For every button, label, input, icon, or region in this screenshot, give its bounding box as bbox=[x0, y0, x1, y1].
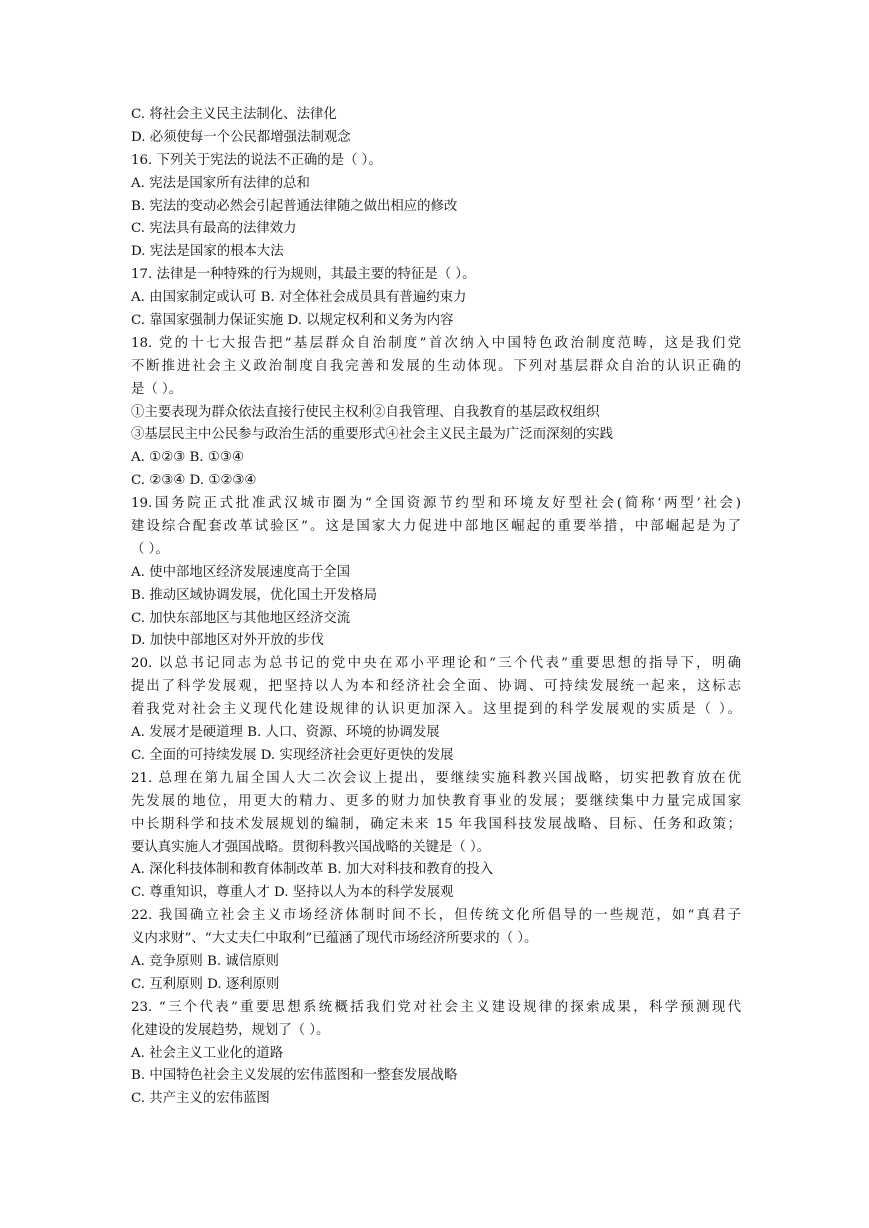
question-22: 22. 我国确立社会主义市场经济体制时间不长，但传统文化所倡导的一些规范，如“真君子 bbox=[131, 908, 741, 924]
question-text-line: 提出了科学发展观，把坚持以人为本和经济社会全面、协调、可持续发展统一起来，这标志 bbox=[131, 679, 741, 695]
question-text-line: 建设综合配套改革试验区”。这是国家大力促进中部地区崛起的重要举措，中部崛起是为了 bbox=[131, 519, 741, 535]
question-text-line: 要认真实施人才强国战略。贯彻科教兴国战略的关键是（ ）。 bbox=[131, 839, 491, 855]
option-line: A. 竞争原则 B. 诚信原则 bbox=[131, 953, 279, 969]
option-line: D. 宪法是国家的根本大法 bbox=[131, 244, 284, 260]
document-page bbox=[131, 104, 741, 1111]
option-line: B. 宪法的变动必然会引起普通法律随之做出相应的修改 bbox=[131, 198, 458, 214]
question-17: 17. 法律是一种特殊的行为规则，其最主要的特征是（ ）。 bbox=[131, 267, 476, 283]
option-line: A. 由国家制定或认可 B. 对全体社会成员具有普遍约束力 bbox=[131, 290, 467, 306]
option-line: C. 共产主义的宏伟蓝图 bbox=[131, 1091, 270, 1107]
option-line: C. 加快东部地区与其他地区经济交流 bbox=[131, 610, 351, 626]
question-19: 19.国务院正式批准武汉城市圈为“全国资源节约型和环境友好型社会(简称‘两型’社会) bbox=[131, 496, 741, 512]
statement-line: ③基层民主中公民参与政治生活的重要形式④社会主义民主最为广泛而深刻的实践 bbox=[131, 427, 614, 443]
option-line: A. 社会主义工业化的道路 bbox=[131, 1045, 284, 1061]
option-line: D. 必须使每一个公民都增强法制观念 bbox=[131, 129, 351, 145]
option-line: A. 使中部地区经济发展速度高于全国 bbox=[131, 564, 351, 580]
option-line: A. 宪法是国家所有法律的总和 bbox=[131, 175, 310, 191]
question-text-line: 是（ ）。 bbox=[131, 381, 183, 397]
question-18: 18. 党的十七大报告把“基层群众自治制度”首次纳入中国特色政治制度范畴，这是我们党 bbox=[131, 335, 741, 351]
option-line: A. 深化科技体制和教育体制改革 B. 加大对科技和教育的投入 bbox=[131, 862, 494, 878]
question-text-line: 义内求财”、“大丈夫仁中取利”已蕴涵了现代市场经济所要求的（ ）。 bbox=[131, 931, 538, 947]
option-line: C. 互利原则 D. 逐利原则 bbox=[131, 976, 280, 992]
option-line: C. 尊重知识，尊重人才 D. 坚持以人为本的科学发展观 bbox=[131, 885, 454, 901]
question-text-line: 中长期科学和技术发展规划的编制，确定未来 15 年我国科技发展战略、目标、任务和政策； bbox=[131, 816, 741, 832]
question-23: 23. “三个代表”重要思想系统概括我们党对社会主义建设规律的探索成果，科学预测现代 bbox=[131, 999, 741, 1015]
option-line: A. 发展才是硬道理 B. 人口、资源、环境的协调发展 bbox=[131, 725, 440, 741]
question-21: 21. 总理在第九届全国人大二次会议上提出，要继续实施科教兴国战略，切实把教育放在优 bbox=[131, 770, 741, 786]
option-line: C. 将社会主义民主法制化、法律化 bbox=[131, 107, 337, 122]
option-line: D. 加快中部地区对外开放的步伐 bbox=[131, 633, 324, 649]
question-text-line: 着我党对社会主义现代化建设规律的认识更加深入。这里提到的科学发展观的实质是（ ）。 bbox=[131, 702, 741, 718]
option-line: C. ②③④ D. ①②③④ bbox=[131, 473, 257, 489]
question-16: 16. 下列关于宪法的说法不正确的是（ ）。 bbox=[131, 152, 382, 168]
option-line: C. 靠国家强制力保证实施 D. 以规定权利和义务为内容 bbox=[131, 313, 454, 329]
option-line: A. ①②③ B. ①③④ bbox=[131, 450, 244, 466]
question-text-line: 不断推进社会主义政治制度自我完善和发展的生动体现。下列对基层群众自治的认识正确的 bbox=[131, 358, 741, 374]
statement-line: ①主要表现为群众依法直接行使民主权利②自我管理、自我教育的基层政权组织 bbox=[131, 404, 600, 420]
option-line: B. 推动区域协调发展，优化国土开发格局 bbox=[131, 587, 377, 603]
option-line: B. 中国特色社会主义发展的宏伟蓝图和一整套发展战略 bbox=[131, 1068, 458, 1084]
question-text-line: （ ）。 bbox=[131, 541, 169, 557]
question-20: 20. 以总书记同志为总书记的党中央在邓小平理论和“三个代表”重要思想的指导下，明确 bbox=[131, 656, 741, 672]
option-line: C. 宪法具有最高的法律效力 bbox=[131, 221, 297, 237]
option-line: C. 全面的可持续发展 D. 实现经济社会更好更快的发展 bbox=[131, 747, 454, 763]
question-text-line: 化建设的发展趋势，规划了（ ）。 bbox=[131, 1022, 330, 1038]
question-text-line: 先发展的地位，用更大的精力、更多的财力加快教育事业的发展；要继续集中力量完成国家 bbox=[131, 793, 741, 809]
